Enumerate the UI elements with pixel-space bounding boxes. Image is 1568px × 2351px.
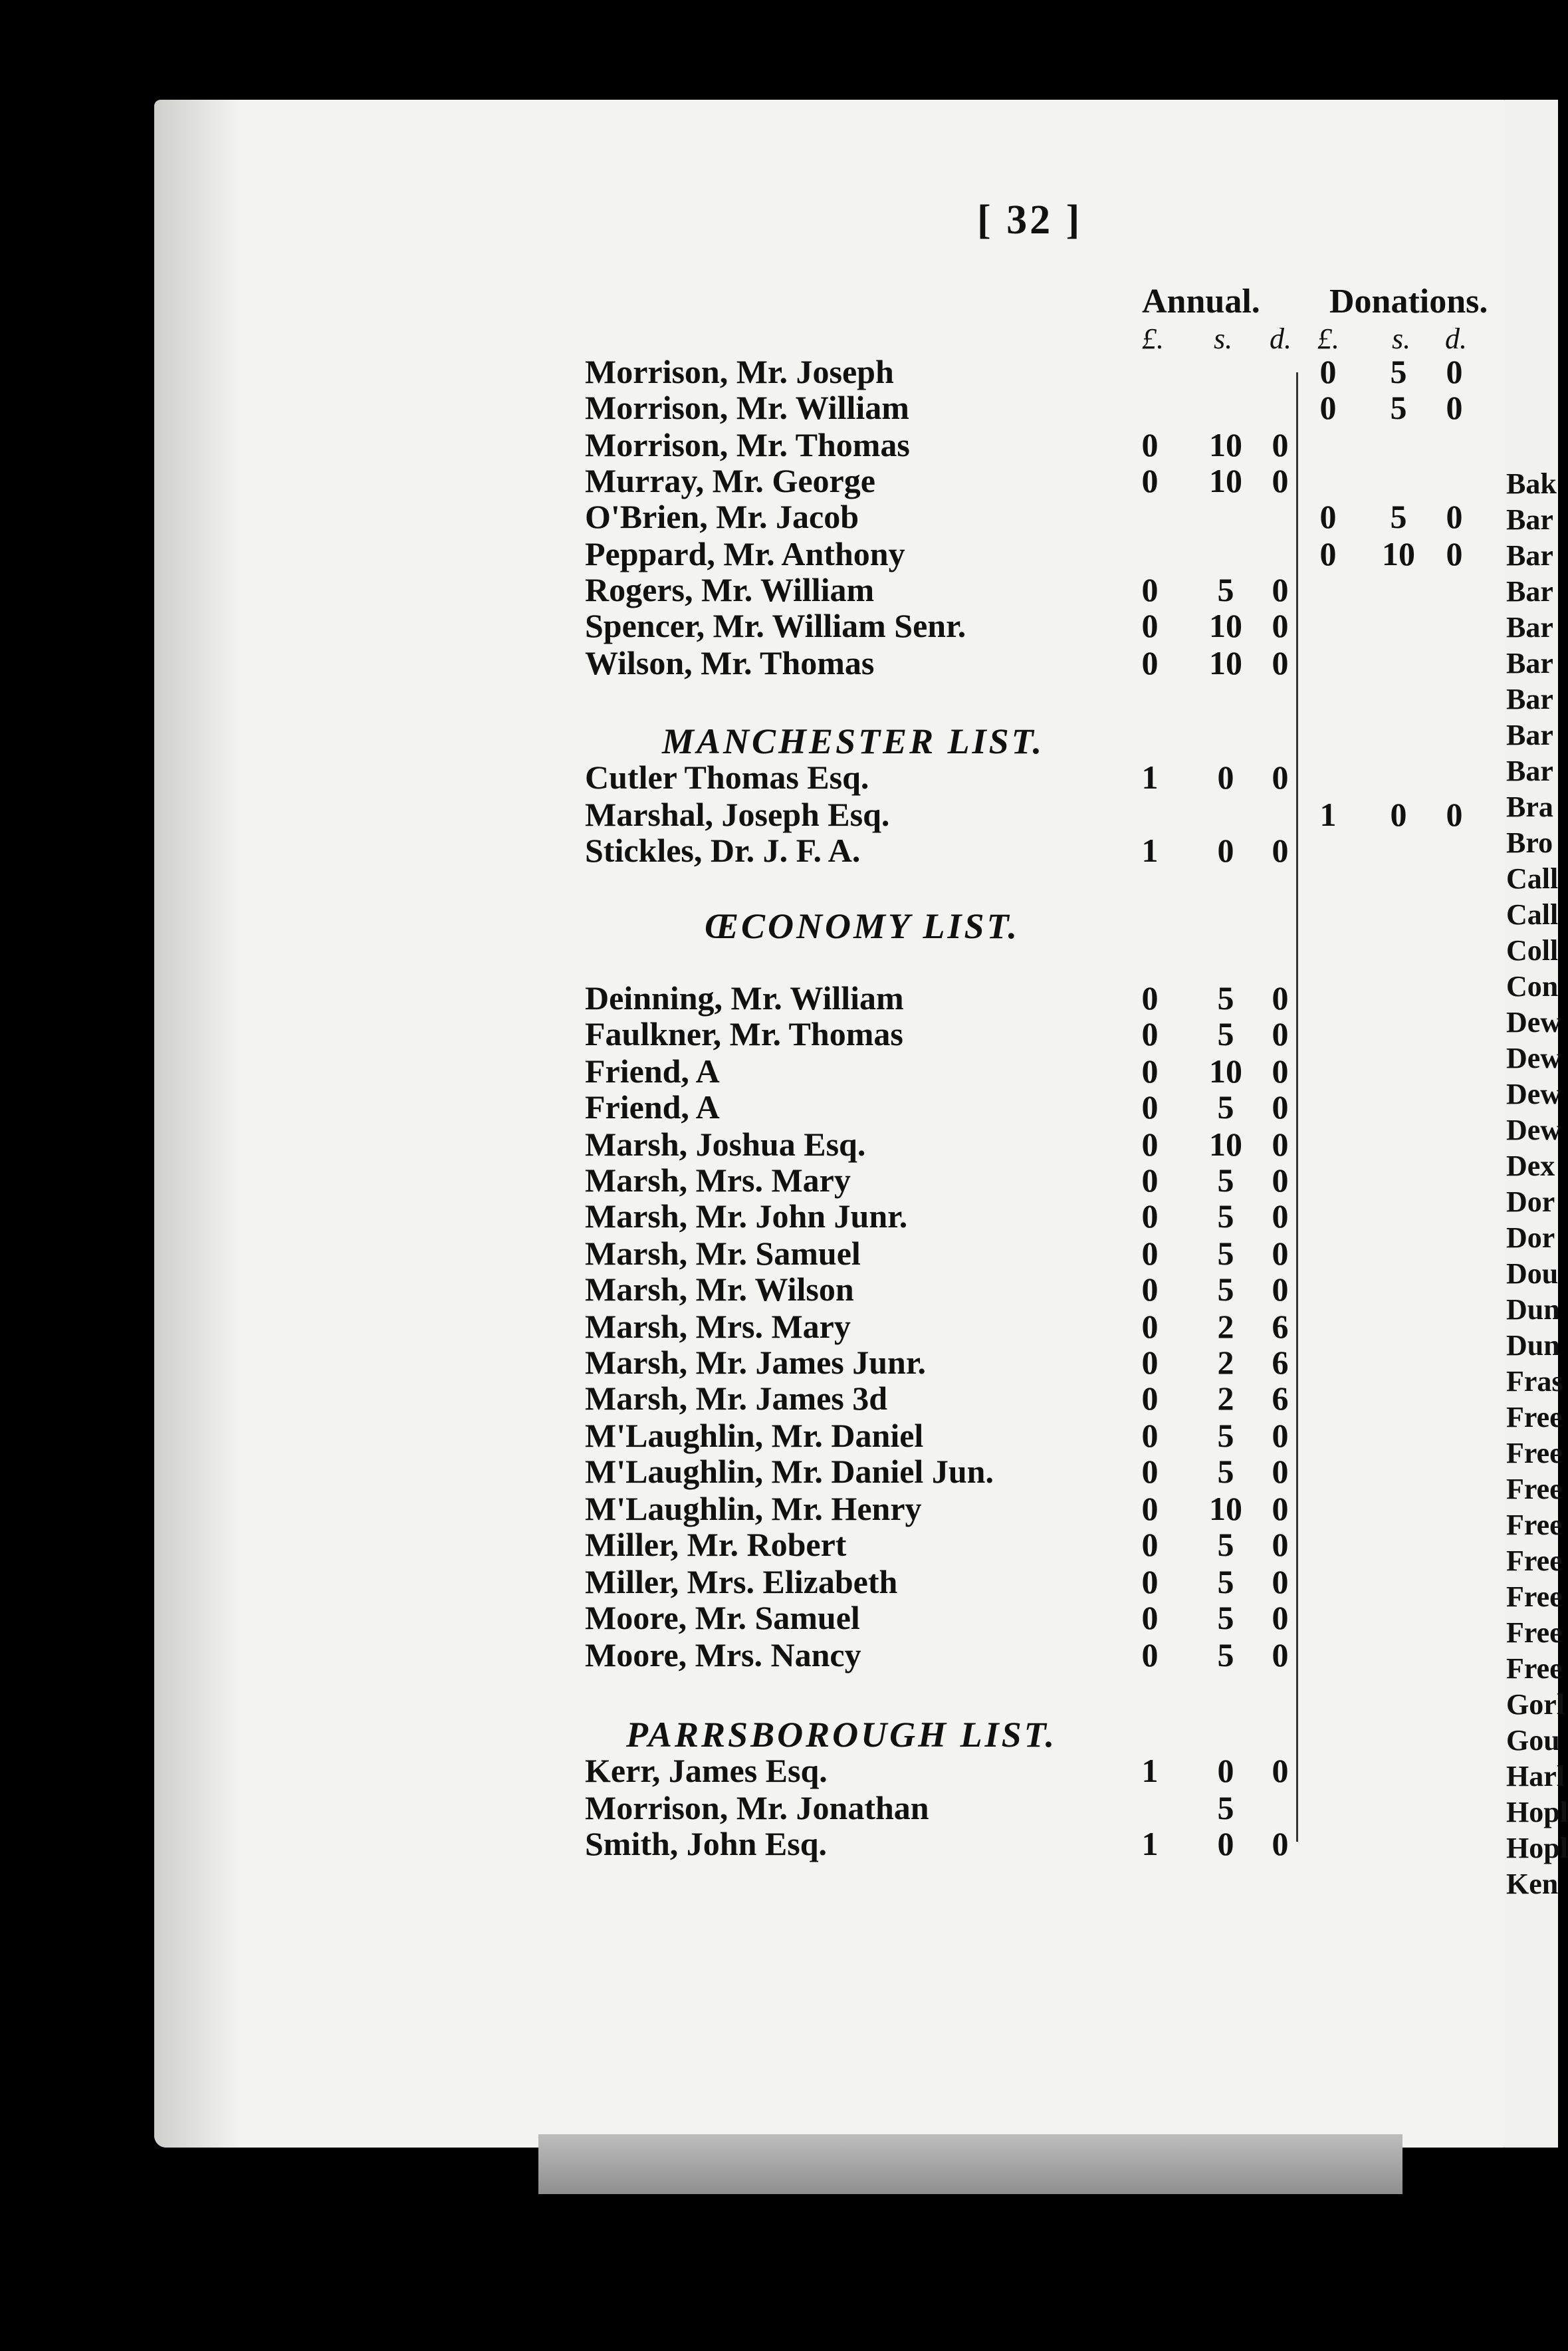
annual-amount: 5 [1217,1636,1234,1673]
donation-amount: 5 [1390,389,1407,426]
donation-amount: 10 [1382,535,1415,572]
annual-amount: 10 [1209,1126,1242,1163]
annual-amount: 5 [1217,1197,1234,1235]
subscriber-name: Marsh, Mrs. Mary [585,1308,851,1345]
annual-amount: 0 [1272,1417,1289,1454]
annual-amount: 0 [1272,1235,1289,1272]
annual-amount: 1 [1141,759,1159,796]
facing-page-fragment: Call [1506,862,1559,895]
subscriber-name: Friend, A [585,1052,720,1090]
facing-page-fragment: Dex [1506,1150,1555,1182]
subscriber-name: Moore, Mr. Samuel [585,1599,860,1636]
annual-amount: 0 [1272,1563,1289,1600]
annual-amount: 0 [1141,571,1159,608]
subscriber-name: Morrison, Mr. William [585,389,909,426]
facing-page-fragment: Call [1506,898,1559,931]
annual-amount: 0 [1272,1271,1289,1308]
facing-page-fragment: Bar [1506,575,1553,608]
facing-page-fragment: Bar [1506,611,1553,644]
facing-page-fragment: Fras [1506,1365,1563,1398]
annual-amount: 0 [1141,1563,1159,1600]
facing-page-fragment: Hopl [1506,1796,1568,1828]
annual-amount: 10 [1209,1052,1242,1090]
annual-amount: 2 [1217,1308,1234,1345]
facing-page-fragment: Dun [1506,1329,1560,1362]
facing-page-fragment: Con [1506,970,1559,1003]
annual-amount: 0 [1141,1308,1159,1345]
annual-amount: 0 [1272,759,1289,796]
facing-page-fragment: Gou [1506,1724,1560,1757]
annual-amount: 0 [1272,426,1289,463]
facing-page-fragment: Bar [1506,647,1553,680]
donation-amount: 0 [1446,389,1463,426]
subscriber-name: Kerr, James Esq. [585,1752,828,1789]
facing-page-fragment: Free [1506,1473,1563,1505]
annual-amount: 0 [1217,832,1234,869]
subscriber-name: Stickles, Dr. J. F. A. [585,832,861,869]
annual-amount: 0 [1272,644,1289,681]
annual-amount: 0 [1141,1417,1159,1454]
subscriber-name: O'Brien, Mr. Jacob [585,498,859,535]
annual-amount: 0 [1217,759,1234,796]
facing-page-fragment: Gorl [1506,1688,1565,1721]
facing-page-fragment: Dou [1506,1257,1559,1290]
annual-amount: 0 [1272,1126,1289,1163]
annual-amount: 10 [1209,1490,1242,1527]
annual-amount: 10 [1209,607,1242,644]
unit-annual-shillings: s. [1214,322,1233,355]
unit-annual-pounds: £. [1142,322,1164,355]
facing-page-fragment: Free [1506,1437,1563,1469]
facing-page-fragment: Free [1506,1652,1563,1685]
donation-amount: 0 [1319,353,1337,390]
subscriber-name: Miller, Mr. Robert [585,1526,847,1563]
unit-donation-pence: d. [1445,322,1467,355]
annual-amount: 0 [1272,1825,1289,1862]
donation-amount: 0 [1319,535,1337,572]
annual-amount: 0 [1141,1344,1159,1381]
subscriber-name: Smith, John Esq. [585,1825,828,1862]
facing-page-fragment: Bak [1506,467,1557,500]
donation-amount: 0 [1446,498,1463,535]
annual-amount: 0 [1141,1453,1159,1490]
annual-column-header: Annual. [1142,283,1260,320]
annual-amount: 6 [1272,1308,1289,1345]
subscriber-name: Marsh, Mr. James Junr. [585,1344,926,1381]
subscriber-name: Faulkner, Mr. Thomas [585,1015,903,1052]
annual-amount: 10 [1209,644,1242,681]
page-bottom-edge [538,2134,1402,2194]
annual-amount: 0 [1141,1235,1159,1272]
annual-amount: 0 [1272,1636,1289,1673]
donation-amount: 0 [1446,535,1463,572]
annual-amount: 6 [1272,1344,1289,1381]
annual-amount: 5 [1217,1789,1234,1826]
subscriber-name: Marsh, Mrs. Mary [585,1162,851,1199]
subscriber-name: Spencer, Mr. William Senr. [585,607,966,644]
annual-amount: 0 [1141,607,1159,644]
annual-amount: 0 [1217,1752,1234,1789]
annual-amount: 0 [1141,1197,1159,1235]
donation-amount: 5 [1390,498,1407,535]
facing-page-fragment: Dor [1506,1221,1555,1254]
annual-amount: 0 [1272,1052,1289,1090]
subscriber-name: Peppard, Mr. Anthony [585,535,905,572]
annual-amount: 0 [1141,1526,1159,1563]
annual-amount: 5 [1217,1015,1234,1052]
section-heading: MANCHESTER LIST. [662,721,1045,761]
facing-page-fragment: Dew [1506,1114,1562,1146]
subscriber-name: Morrison, Mr. Thomas [585,426,910,463]
subscriber-name: Deinning, Mr. William [585,979,904,1017]
section-heading: ŒCONOMY LIST. [705,906,1020,946]
annual-amount: 0 [1141,1490,1159,1527]
annual-amount: 5 [1217,1162,1234,1199]
annual-amount: 0 [1141,979,1159,1017]
donation-amount: 5 [1390,353,1407,390]
facing-page-fragment: Dor [1506,1185,1555,1218]
annual-amount: 0 [1272,1088,1289,1126]
donation-amount: 0 [1446,796,1463,833]
subscriber-name: M'Laughlin, Mr. Henry [585,1490,922,1527]
facing-page-fragment: Dun [1506,1293,1560,1326]
annual-amount: 0 [1272,979,1289,1017]
annual-amount: 5 [1217,1088,1234,1126]
section-heading: PARRSBOROUGH LIST. [626,1715,1058,1755]
annual-amount: 1 [1141,1752,1159,1789]
facing-page-fragment: Bro [1506,826,1553,859]
annual-amount: 0 [1272,1490,1289,1527]
facing-page-fragment: Ken [1506,1868,1559,1900]
subscriber-name: M'Laughlin, Mr. Daniel Jun. [585,1453,994,1490]
donation-amount: 0 [1319,498,1337,535]
annual-amount: 0 [1272,1162,1289,1199]
facing-page-fragment: Dew [1506,1078,1562,1110]
annual-amount: 0 [1141,1599,1159,1636]
donations-column-header: Donations. [1329,283,1488,320]
annual-amount: 0 [1141,1162,1159,1199]
subscriber-name: Morrison, Mr. Jonathan [585,1789,929,1826]
annual-amount: 1 [1141,1825,1159,1862]
page-number: [ 32 ] [977,197,1083,243]
annual-amount: 0 [1272,607,1289,644]
donation-amount: 0 [1319,389,1337,426]
annual-amount: 5 [1217,1453,1234,1490]
subscriber-name: M'Laughlin, Mr. Daniel [585,1417,924,1454]
annual-amount: 0 [1217,1825,1234,1862]
facing-page-fragment: Free [1506,1616,1563,1649]
annual-amount: 0 [1141,1015,1159,1052]
annual-amount: 0 [1272,1453,1289,1490]
subscriber-name: Rogers, Mr. William [585,571,875,608]
subscriber-name: Moore, Mrs. Nancy [585,1636,861,1673]
facing-page-fragment: Dew [1506,1006,1562,1039]
facing-page-fragment: Free [1506,1401,1563,1433]
annual-amount: 0 [1141,1088,1159,1126]
facing-page-fragment: Bar [1506,683,1553,715]
subscriber-name: Marsh, Mr. John Junr. [585,1197,908,1235]
subscriber-name: Marsh, Joshua Esq. [585,1126,866,1163]
facing-page-fragment: Bar [1506,539,1553,572]
donation-amount: 0 [1390,796,1407,833]
annual-amount: 10 [1209,462,1242,499]
annual-amount: 0 [1141,462,1159,499]
annual-amount: 10 [1209,426,1242,463]
page-gutter-shadow [154,100,241,2148]
facing-page-fragment: Free [1506,1580,1563,1613]
annual-amount: 5 [1217,1417,1234,1454]
annual-amount: 0 [1141,426,1159,463]
annual-amount: 5 [1217,1271,1234,1308]
annual-amount: 5 [1217,1599,1234,1636]
facing-page-fragment: Dew [1506,1042,1562,1074]
subscriber-name: Friend, A [585,1088,720,1126]
annual-amount: 0 [1272,1526,1289,1563]
annual-amount: 2 [1217,1380,1234,1417]
annual-amount: 5 [1217,1235,1234,1272]
annual-amount: 0 [1141,1380,1159,1417]
annual-amount: 5 [1217,571,1234,608]
subscriber-name: Marsh, Mr. Wilson [585,1271,854,1308]
subscriber-name: Morrison, Mr. Joseph [585,353,894,390]
annual-amount: 0 [1272,1015,1289,1052]
annual-amount: 0 [1272,1197,1289,1235]
annual-amount: 0 [1141,1126,1159,1163]
annual-amount: 0 [1141,1636,1159,1673]
facing-page-fragment: Free [1506,1509,1563,1541]
unit-annual-pence: d. [1270,322,1291,355]
annual-amount: 0 [1272,1599,1289,1636]
annual-amount: 1 [1141,832,1159,869]
unit-donation-pounds: £. [1317,322,1339,355]
donation-amount: 1 [1319,796,1337,833]
facing-page-fragment: Bra [1506,791,1553,823]
annual-amount: 0 [1272,571,1289,608]
annual-amount: 0 [1141,644,1159,681]
subscriber-name: Marsh, Mr. Samuel [585,1235,861,1272]
unit-donation-shillings: s. [1392,322,1411,355]
annual-amount: 5 [1217,979,1234,1017]
annual-amount: 0 [1272,1752,1289,1789]
facing-page-fragment: Hopl [1506,1832,1568,1864]
facing-page-fragment: Harl [1506,1760,1565,1793]
annual-amount: 2 [1217,1344,1234,1381]
annual-amount: 5 [1217,1563,1234,1600]
facing-page-fragment: Free [1506,1545,1563,1577]
subscriber-name: Miller, Mrs. Elizabeth [585,1563,898,1600]
subscriber-name: Marsh, Mr. James 3d [585,1380,888,1417]
subscriber-name: Cutler Thomas Esq. [585,759,869,796]
subscriber-name: Wilson, Mr. Thomas [585,644,875,681]
subscriber-name: Murray, Mr. George [585,462,875,499]
donation-amount: 0 [1446,353,1463,390]
annual-amount: 6 [1272,1380,1289,1417]
facing-page-fragment: Bar [1506,503,1553,536]
facing-page-fragment: Bar [1506,755,1553,787]
annual-amount: 0 [1272,462,1289,499]
annual-amount: 5 [1217,1526,1234,1563]
facing-page-fragment: Coll [1506,934,1559,967]
annual-amount: 0 [1141,1052,1159,1090]
subscriber-name: Marshal, Joseph Esq. [585,796,890,833]
facing-page-fragment: Bar [1506,719,1553,751]
annual-amount: 0 [1141,1271,1159,1308]
annual-amount: 0 [1272,832,1289,869]
